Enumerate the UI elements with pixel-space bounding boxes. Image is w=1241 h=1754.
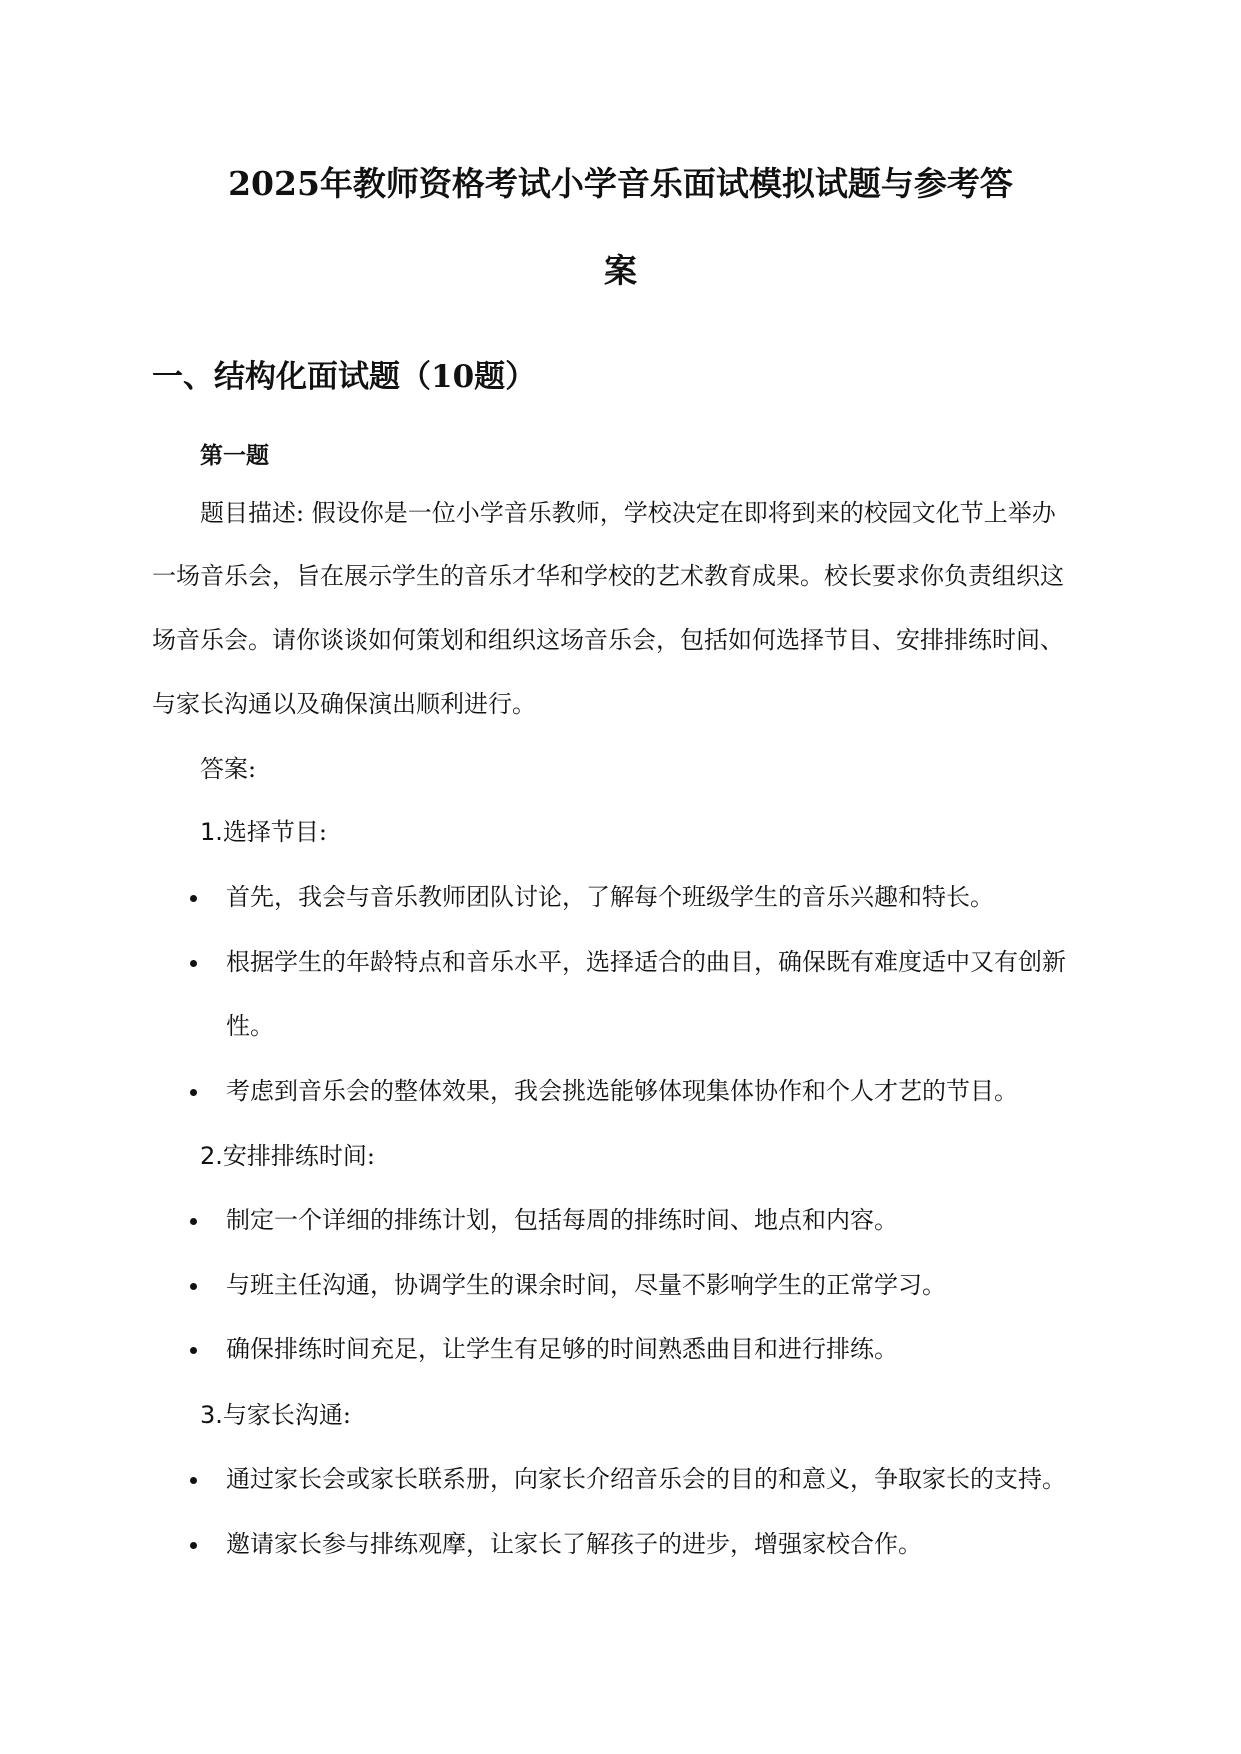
bullet-icon — [190, 895, 197, 902]
list-item: 确保排练时间充足，让学生有足够的时间熟悉曲目和进行排练。 — [226, 1335, 898, 1363]
section-1-number: 1. — [200, 818, 223, 846]
list-item: 根据学生的年龄特点和音乐水平，选择适合的曲目，确保既有难度适中又有创新 — [226, 948, 1066, 976]
question-heading: 第一题 — [200, 442, 269, 469]
list-item: 考虑到音乐会的整体效果，我会挑选能够体现集体协作和个人才艺的节目。 — [226, 1077, 1018, 1105]
list-item: 首先，我会与音乐教师团队讨论，了解每个班级学生的音乐兴趣和特长。 — [226, 883, 994, 911]
document-title-line-2: 案 — [604, 251, 637, 290]
section-2-heading — [200, 1136, 375, 1171]
section-heading: 一、结构化面试题（10题） — [152, 359, 537, 395]
description-line-4: 与家长沟通以及确保演出顺利进行。 — [152, 690, 536, 718]
bullet-icon — [190, 1089, 197, 1096]
document-title-line-1: 2025年教师资格考试小学音乐面试模拟试题与参考答 — [228, 164, 1013, 203]
section-3-number: 3. — [200, 1401, 223, 1429]
description-line-3: 场音乐会。请你谈谈如何策划和组织这场音乐会，包括如何选择节目、安排排练时间、 — [152, 626, 1064, 654]
section-1-title: 选择节目: — [222, 818, 327, 846]
section-3-heading — [200, 1395, 351, 1430]
list-item: 制定一个详细的排练计划，包括每周的排练时间、地点和内容。 — [226, 1206, 898, 1234]
list-item: 通过家长会或家长联系册，向家长介绍音乐会的目的和意义，争取家长的支持。 — [226, 1465, 1066, 1493]
section-1-heading — [200, 812, 327, 847]
description-line-1: 题目描述: 假设你是一位小学音乐教师，学校决定在即将到来的校园文化节上举办 — [200, 499, 1056, 527]
section-2-number: 2. — [200, 1142, 223, 1170]
bullet-icon — [190, 1347, 197, 1354]
bullet-icon — [190, 1218, 197, 1225]
bullet-icon — [190, 1477, 197, 1484]
list-item: 与班主任沟通，协调学生的课余时间，尽量不影响学生的正常学习。 — [226, 1271, 946, 1299]
list-item-continuation: 性。 — [226, 1012, 274, 1040]
bullet-icon — [190, 960, 197, 967]
description-line-2: 一场音乐会，旨在展示学生的音乐才华和学校的艺术教育成果。校长要求你负责组织这 — [152, 562, 1064, 590]
answer-label: 答案: — [200, 755, 257, 783]
list-item: 邀请家长参与排练观摩，让家长了解孩子的进步，增强家校合作。 — [226, 1530, 922, 1558]
bullet-icon — [190, 1283, 197, 1290]
bullet-icon — [190, 1542, 197, 1549]
section-2-title: 安排排练时间: — [222, 1142, 375, 1170]
section-3-title: 与家长沟通: — [222, 1401, 351, 1429]
